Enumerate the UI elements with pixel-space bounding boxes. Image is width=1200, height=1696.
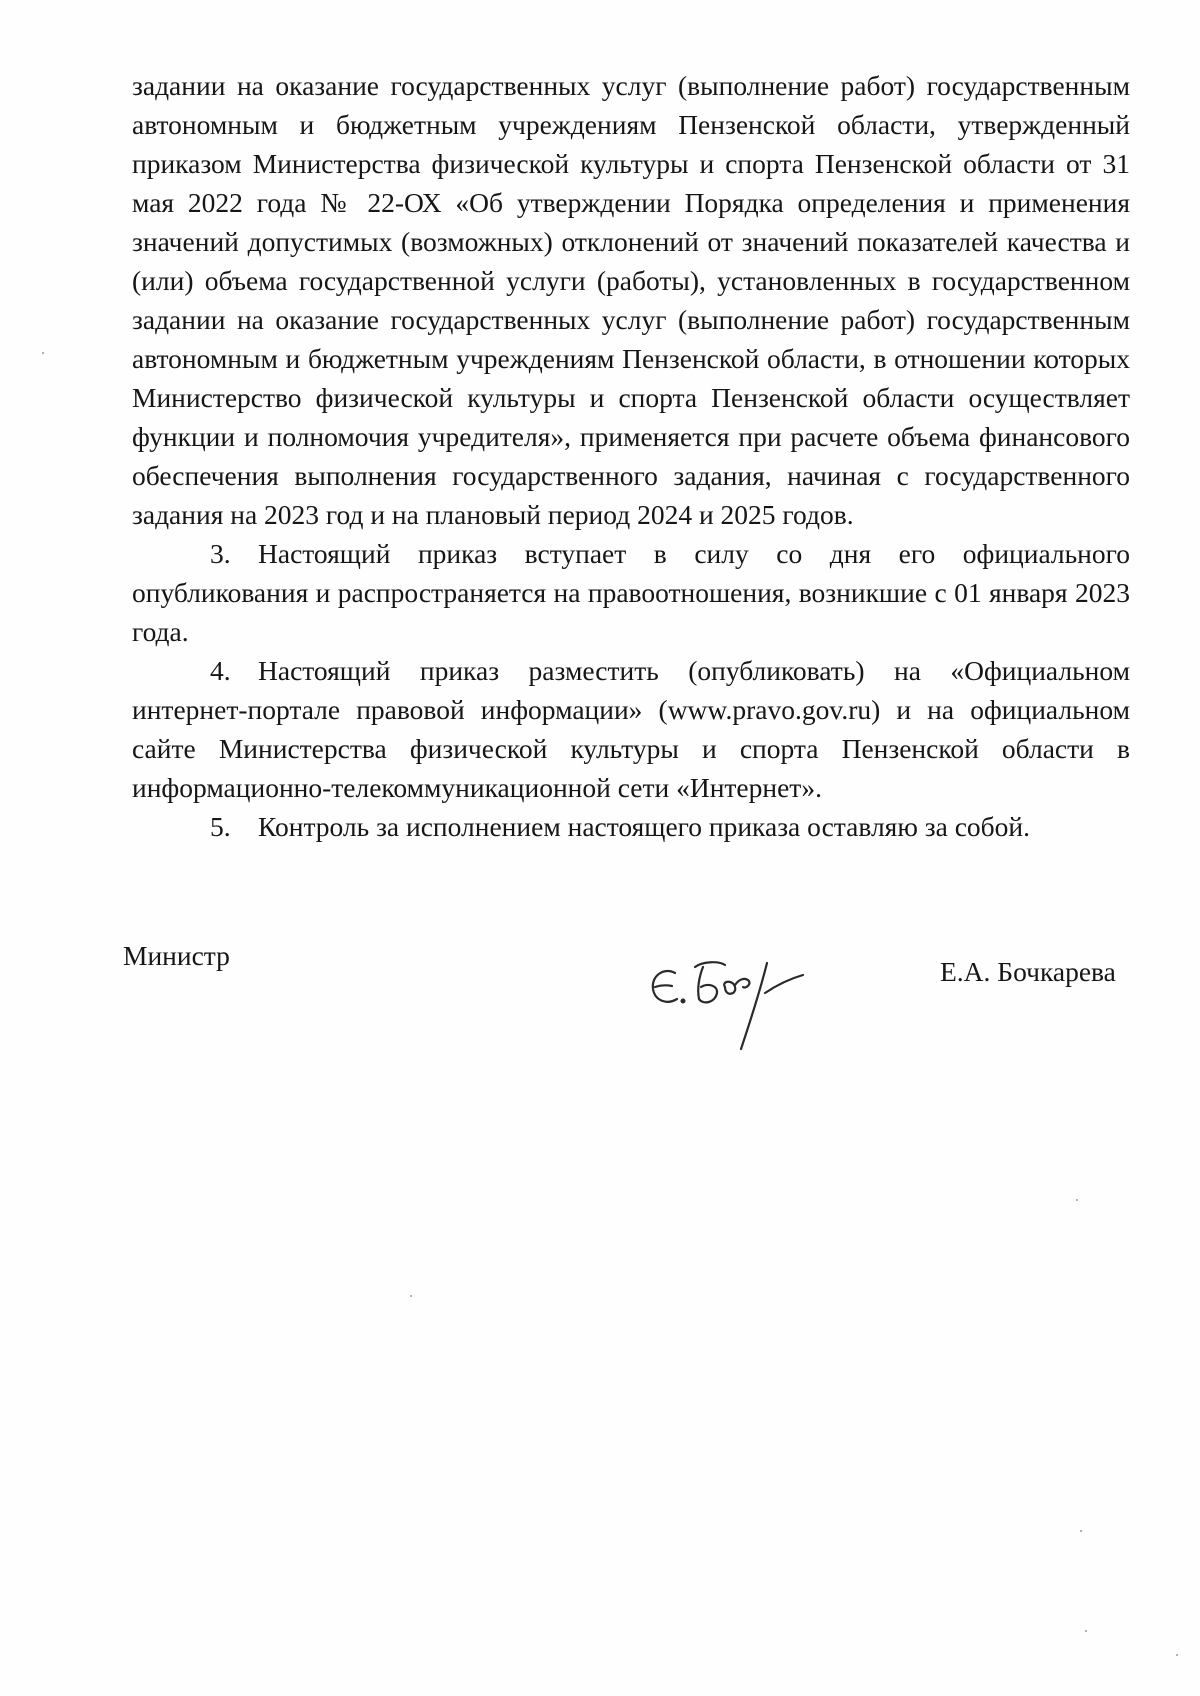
item-number: 3.	[210, 538, 231, 569]
paragraph-item-4	[132, 651, 1130, 807]
scan-speck	[1080, 1530, 1082, 1532]
handwritten-signature-icon	[645, 945, 825, 1055]
item-text: Настоящий приказ вступает в силу со дня его официального опубликования и распространяется на правоотношения, возникшие с 01 января 2023 года.	[132, 538, 1130, 647]
item-text: Контроль за исполнением настоящего приказа оставляю за собой.	[258, 811, 1030, 842]
item-number: 4.	[210, 655, 231, 686]
document-body	[132, 66, 1130, 846]
scan-speck	[1076, 1199, 1078, 1201]
scan-speck	[1176, 1654, 1178, 1656]
paragraph-item-5	[132, 807, 1130, 846]
paragraph-item-3	[132, 534, 1130, 651]
item-number: 5.	[210, 811, 231, 842]
scan-speck	[42, 352, 44, 354]
signatory-name: Е.А. Бочкарева	[940, 956, 1116, 987]
signatory-role: Министр	[123, 940, 230, 971]
scan-speck	[410, 1295, 412, 1297]
item-text: Настоящий приказ разместить (опубликовать) на «Официальном интернет-портале правовой информации» (www.pravo.gov.ru) и на официальном сайте Министерства физической культуры и спорта Пензенской области в информационно-телекоммуникационной сети «Интернет».	[132, 655, 1130, 803]
scan-speck	[1085, 1630, 1087, 1632]
paragraph-continuation: задании на оказание государственных услуг (выполнение работ) государственным автономным и бюджетным учреждениям Пензенской области, утвержденный приказом Министерства физической культуры и спорта Пензенской области от 31 мая 2022 года № 22-ОХ «Об утверждении Порядка определения и применения значений допустимых (возможных) отклонений от значений показателей качества и (или) объема государственной услуги (работы), установленных в государственном задании на оказание государственных услуг (выполнение работ) государственным автономным и бюджетным учреждениям Пензенской области, в отношении которых Министерство физической культуры и спорта Пензенской области осуществляет функции и полномочия учредителя», применяется при расчете объема финансового обеспечения выполнения государственного задания, начиная с государственного задания на 2023 год и на плановый период 2024 и 2025 годов.	[132, 70, 1130, 530]
